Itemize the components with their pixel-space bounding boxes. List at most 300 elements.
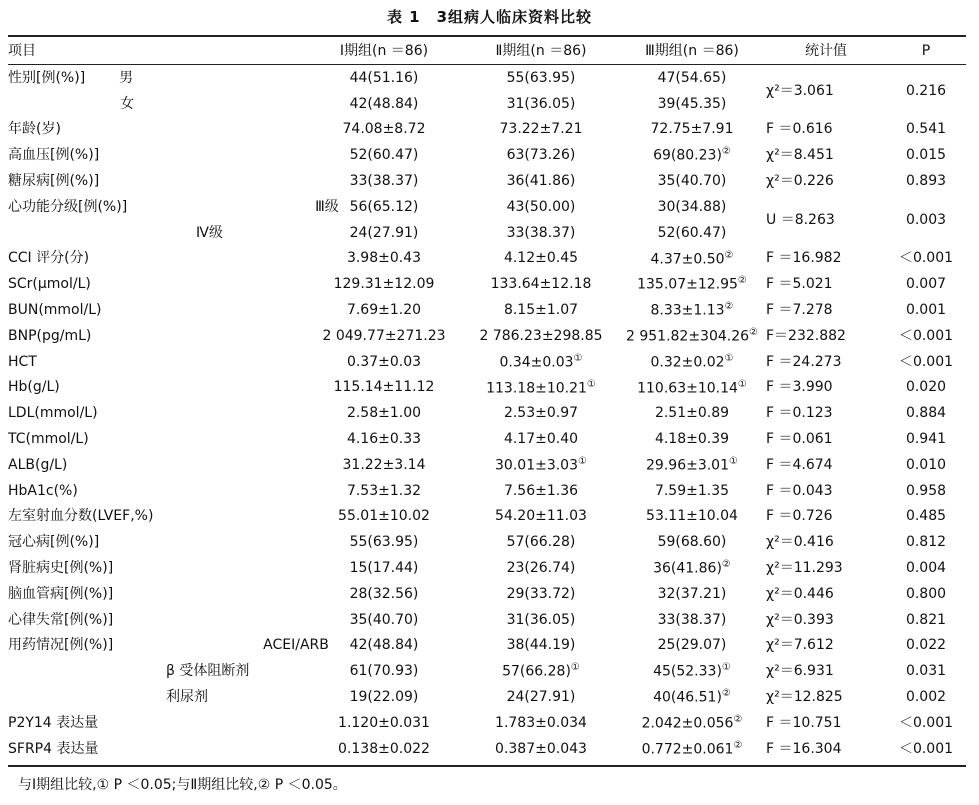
- cell-g3: [618, 349, 766, 375]
- significance-marker: ②: [721, 146, 731, 158]
- significance-marker: ②: [737, 275, 747, 287]
- row-item: [8, 297, 304, 323]
- cell-g1: [304, 426, 464, 452]
- cell-value: 8.15±1.07: [503, 302, 579, 319]
- cell-value: 7.53±1.32: [346, 482, 422, 499]
- cell-value: 55(63.95): [349, 534, 419, 551]
- significance-marker: ②: [733, 739, 743, 751]
- header-p-value: P: [921, 42, 931, 59]
- row-item: [8, 710, 304, 736]
- cell-value: 55(63.95): [506, 69, 576, 86]
- cell-statistic: F ＝24.273: [766, 353, 842, 370]
- item-label: LDL(mmol/L): [8, 405, 98, 422]
- cell-statistic: χ²＝6.931: [766, 663, 834, 680]
- cell-p-value: 0.004: [905, 560, 947, 577]
- cell-g3: [618, 529, 766, 555]
- cell-value: 31(36.05): [506, 95, 576, 112]
- cell-g3: [618, 555, 766, 581]
- cell-g3: [618, 271, 766, 297]
- table-row: [8, 142, 966, 168]
- cell-value: 0.387±0.043: [495, 740, 587, 757]
- cell-value: 133.64±12.18: [490, 276, 592, 293]
- cell-value: 44(51.16): [349, 69, 419, 86]
- cell-p-value: 0.001: [905, 302, 947, 319]
- cell-value: 33(38.37): [506, 224, 576, 241]
- cell-value: 31(36.05): [506, 611, 576, 628]
- cell-value: 32(37.21): [657, 585, 727, 602]
- header-group-2: Ⅱ期组(n ＝86): [495, 42, 587, 59]
- cell-value: 30.01±3.03: [495, 457, 578, 474]
- item-label: CCI 评分(分): [8, 250, 90, 267]
- cell-g2: [464, 607, 618, 633]
- cell-value: 29.96±3.01: [646, 457, 729, 474]
- cell-value: 0.138±0.022: [338, 740, 430, 757]
- cell-value: 36(41.86): [653, 560, 722, 577]
- table-row: [8, 246, 966, 272]
- cell-statistic: F ＝5.021: [766, 276, 833, 293]
- cell-value: 53.11±10.04: [646, 508, 738, 525]
- row-item: [8, 400, 304, 426]
- cell-p-value: 0.007: [905, 276, 947, 293]
- item-sublabel: β 受体阻断剂: [166, 663, 250, 680]
- cell-g1: [304, 504, 464, 530]
- row-item: [8, 658, 304, 684]
- row-item: [8, 478, 304, 504]
- cell-g2: [464, 710, 618, 736]
- cell-statistic: U ＝8.263: [766, 211, 835, 228]
- table-row: [8, 65, 966, 91]
- row-item: [8, 426, 304, 452]
- cell-value: 33(38.37): [349, 173, 419, 190]
- cell-statistic: F ＝0.726: [766, 508, 833, 525]
- table-row: [8, 271, 966, 297]
- cell-statistic: χ²＝12.825: [766, 689, 843, 706]
- cell-g3: [618, 323, 766, 349]
- cell-g1: [304, 607, 464, 633]
- item-label: P2Y14 表达量: [8, 714, 99, 731]
- cell-statistic: F ＝7.278: [766, 302, 833, 319]
- significance-marker: ①: [578, 456, 587, 468]
- row-item: [8, 271, 304, 297]
- item-label: 心功能分级[例(%)]: [8, 198, 128, 215]
- header-statistic: 统计值: [805, 42, 847, 59]
- cell-value: 0.772±0.061: [641, 741, 734, 758]
- significance-marker: ①: [729, 456, 738, 468]
- item-label: BUN(mmol/L): [8, 302, 102, 319]
- table-row: [8, 736, 966, 762]
- cell-value: 7.69±1.20: [346, 302, 422, 319]
- cell-value: 69(80.23): [653, 148, 722, 165]
- cell-value: 33(38.37): [657, 611, 727, 628]
- item-sublabel: Ⅲ级: [315, 198, 339, 215]
- item-label: 高血压[例(%)]: [8, 147, 100, 164]
- cell-g1: [304, 684, 464, 710]
- cell-p-value: 0.893: [905, 173, 947, 190]
- cell-value: 8.33±1.13: [650, 302, 725, 319]
- cell-p-value: 0.800: [905, 585, 947, 602]
- significance-marker: ②: [724, 301, 734, 313]
- cell-g1: [304, 323, 464, 349]
- cell-value: 36(41.86): [506, 173, 576, 190]
- cell-g1: [304, 91, 464, 117]
- cell-g3: [618, 710, 766, 736]
- cell-value: 52(60.47): [349, 147, 419, 164]
- significance-marker: ①: [737, 378, 747, 390]
- cell-statistic: χ²＝0.226: [766, 173, 834, 190]
- cell-g1: [304, 349, 464, 375]
- cell-g3: [618, 65, 766, 91]
- cell-statistic: F ＝0.616: [766, 121, 833, 138]
- bottom-rule: [8, 765, 966, 767]
- cell-value: 25(29.07): [657, 637, 727, 654]
- cell-value: 4.18±0.39: [654, 431, 730, 448]
- cell-g1: [304, 736, 464, 762]
- cell-g2: [464, 246, 618, 272]
- table-row: [8, 658, 966, 684]
- cell-g2: [464, 426, 618, 452]
- cell-g1: [304, 452, 464, 478]
- table-row: [8, 581, 966, 607]
- cell-value: 52(60.47): [657, 224, 727, 241]
- cell-statistic: χ²＝8.451: [766, 147, 834, 164]
- header-group-3: Ⅲ期组(n ＝86): [645, 42, 739, 59]
- row-item: [8, 65, 304, 91]
- item-label: TC(mmol/L): [8, 431, 89, 448]
- cell-g1: [304, 246, 464, 272]
- cell-value: 0.34±0.03: [499, 354, 574, 371]
- cell-value: 61(70.93): [349, 663, 419, 680]
- cell-p-value: 0.022: [905, 637, 947, 654]
- cell-value: 2.53±0.97: [503, 405, 579, 422]
- cell-value: 0.37±0.03: [346, 353, 422, 370]
- cell-value: 73.22±7.21: [499, 121, 583, 138]
- significance-marker: ②: [721, 559, 731, 571]
- cell-g1: [304, 555, 464, 581]
- row-item: [8, 246, 304, 272]
- cell-value: 113.18±10.21: [486, 380, 587, 397]
- row-item: [8, 142, 304, 168]
- item-sublabel: ACEI/ARB: [263, 637, 329, 654]
- cell-g2: [464, 323, 618, 349]
- cell-g2: [464, 91, 618, 117]
- cell-value: 47(54.65): [657, 69, 727, 86]
- significance-marker: ①: [573, 352, 583, 364]
- table-row: [8, 349, 966, 375]
- table-row: [8, 478, 966, 504]
- cell-g3: [618, 297, 766, 323]
- cell-value: 2.042±0.056: [641, 715, 734, 732]
- cell-g3: [618, 400, 766, 426]
- cell-p-value: 0.010: [905, 456, 947, 473]
- cell-statistic: χ²＝0.446: [766, 585, 834, 602]
- cell-p-value: 0.031: [905, 663, 947, 680]
- cell-g2: [464, 271, 618, 297]
- table-row: [8, 710, 966, 736]
- item-label: SFRP4 表达量: [8, 740, 99, 757]
- table-row: [8, 607, 966, 633]
- row-item: [8, 581, 304, 607]
- cell-value: 42(48.84): [349, 637, 419, 654]
- cell-g1: [304, 581, 464, 607]
- cell-g1: [304, 271, 464, 297]
- cell-p-value: ＜0.001: [898, 327, 954, 344]
- cell-p-value: 0.958: [905, 482, 947, 499]
- cell-g1: [304, 142, 464, 168]
- cell-value: 4.17±0.40: [503, 431, 579, 448]
- item-label: 脑血管病[例(%)]: [8, 585, 114, 602]
- cell-statistic: F ＝0.043: [766, 482, 833, 499]
- cell-value: 24(27.91): [506, 689, 576, 706]
- cell-g2: [464, 400, 618, 426]
- cell-g1: [304, 478, 464, 504]
- table-caption: 表 1 3组病人临床资料比较: [386, 8, 593, 26]
- cell-value: 15(17.44): [349, 560, 419, 577]
- significance-marker: ②: [724, 249, 734, 261]
- cell-value: 0.32±0.02: [650, 354, 725, 371]
- row-item: [8, 555, 304, 581]
- cell-g2: [464, 142, 618, 168]
- row-item: [8, 220, 304, 246]
- cell-g1: [304, 65, 464, 91]
- table-row: [8, 426, 966, 452]
- cell-value: 4.12±0.45: [503, 250, 579, 267]
- row-item: [8, 349, 304, 375]
- table-row: [8, 684, 966, 710]
- cell-value: 40(46.51): [653, 689, 722, 706]
- clinical-data-table: [8, 36, 966, 762]
- cell-p-value: 0.541: [905, 121, 947, 138]
- cell-statistic: F ＝4.674: [766, 456, 833, 473]
- cell-g3: [618, 91, 766, 117]
- cell-g3: [618, 117, 766, 143]
- cell-g2: [464, 658, 618, 684]
- cell-g2: [464, 349, 618, 375]
- cell-value: 72.75±7.91: [650, 121, 734, 138]
- row-item: [8, 529, 304, 555]
- table-row: [8, 323, 966, 349]
- cell-value: 135.07±12.95: [637, 277, 738, 294]
- cell-value: 28(32.56): [349, 585, 419, 602]
- cell-g1: [304, 400, 464, 426]
- cell-value: 23(26.74): [506, 560, 576, 577]
- row-item: [8, 504, 304, 530]
- cell-g3: [618, 426, 766, 452]
- row-item: [8, 375, 304, 401]
- table-row: [8, 297, 966, 323]
- cell-p-value: 0.015: [905, 147, 947, 164]
- cell-statistic: F ＝0.123: [766, 405, 833, 422]
- header-group-1: Ⅰ期组(n ＝86): [339, 42, 429, 59]
- row-item: [8, 194, 339, 220]
- row-item: [8, 452, 304, 478]
- cell-value: 7.59±1.35: [654, 482, 730, 499]
- item-sublabel: 女: [120, 95, 134, 112]
- cell-value: 2 951.82±304.26: [625, 328, 750, 345]
- item-label: HCT: [8, 353, 37, 370]
- row-item: [8, 607, 304, 633]
- cell-p-value: 0.812: [905, 534, 947, 551]
- significance-marker: ②: [721, 688, 731, 700]
- item-sublabel: 利尿剂: [166, 689, 208, 706]
- cell-statistic: χ²＝0.393: [766, 611, 834, 628]
- cell-g2: [464, 684, 618, 710]
- cell-value: 7.56±1.36: [503, 482, 579, 499]
- cell-value: 2 786.23±298.85: [479, 327, 603, 344]
- cell-value: 115.14±11.12: [333, 379, 435, 396]
- table-body: [8, 65, 966, 762]
- row-item: [8, 323, 304, 349]
- cell-value: 43(50.00): [506, 198, 576, 215]
- cell-p-value: 0.485: [905, 508, 947, 525]
- cell-g1: [304, 710, 464, 736]
- cell-g2: [464, 194, 618, 220]
- table-row: [8, 504, 966, 530]
- significance-marker: ①: [586, 378, 596, 390]
- cell-value: 42(48.84): [349, 95, 419, 112]
- cell-value: 56(65.12): [349, 198, 419, 215]
- item-label: 年龄(岁): [8, 121, 61, 138]
- cell-g2: [464, 529, 618, 555]
- cell-p-value: 0.003: [905, 211, 947, 228]
- cell-g2: [464, 375, 618, 401]
- cell-g3: [618, 375, 766, 401]
- cell-value: 57(66.28): [502, 664, 571, 681]
- cell-value: 39(45.35): [657, 95, 727, 112]
- cell-p-value: ＜0.001: [898, 740, 954, 757]
- cell-g3: [618, 607, 766, 633]
- cell-g3: [618, 633, 766, 659]
- cell-g2: [464, 555, 618, 581]
- cell-value: 74.08±8.72: [342, 121, 426, 138]
- cell-g3: [618, 452, 766, 478]
- cell-value: 2.58±1.00: [346, 405, 422, 422]
- cell-g2: [464, 297, 618, 323]
- cell-value: 59(68.60): [657, 534, 727, 551]
- cell-value: 2.51±0.89: [654, 405, 730, 422]
- cell-p-value: 0.821: [905, 611, 947, 628]
- cell-value: 110.63±10.14: [637, 380, 738, 397]
- cell-value: 38(44.19): [506, 637, 576, 654]
- cell-g2: [464, 504, 618, 530]
- item-label: HbA1c(%): [8, 482, 78, 499]
- cell-value: 129.31±12.09: [333, 276, 435, 293]
- cell-p-value: 0.216: [905, 82, 947, 99]
- cell-g3: [618, 736, 766, 762]
- cell-value: 57(66.28): [506, 534, 576, 551]
- table-row: [8, 400, 966, 426]
- cell-g1: [304, 117, 464, 143]
- cell-g3: [618, 504, 766, 530]
- item-sublabel: 男: [119, 69, 134, 86]
- item-label: Hb(g/L): [8, 379, 60, 396]
- cell-g2: [464, 168, 618, 194]
- cell-g2: [464, 65, 618, 91]
- item-label: SCr(μmol/L): [8, 276, 91, 293]
- cell-g1: [304, 168, 464, 194]
- item-label: 用药情况[例(%)]: [8, 637, 114, 654]
- table-row: [8, 555, 966, 581]
- cell-value: 31.22±3.14: [342, 456, 426, 473]
- cell-p-value: 0.002: [905, 689, 947, 706]
- cell-p-value: 0.941: [905, 431, 947, 448]
- cell-statistic: F ＝16.304: [766, 740, 842, 757]
- row-item: [8, 168, 304, 194]
- cell-g3: [618, 168, 766, 194]
- cell-g2: [464, 452, 618, 478]
- cell-g1: [304, 529, 464, 555]
- cell-statistic: χ²＝11.293: [766, 560, 843, 577]
- cell-g3: [618, 220, 766, 246]
- cell-statistic: F ＝10.751: [766, 714, 842, 731]
- cell-statistic: F ＝3.990: [766, 379, 833, 396]
- row-item: [8, 91, 304, 117]
- cell-g2: [464, 117, 618, 143]
- table-row: [8, 452, 966, 478]
- cell-statistic: χ²＝7.612: [766, 637, 834, 654]
- cell-value: 35(40.70): [657, 173, 727, 190]
- cell-p-value: 0.020: [905, 379, 947, 396]
- cell-value: 35(40.70): [349, 611, 419, 628]
- cell-p-value: ＜0.001: [898, 353, 954, 370]
- cell-value: 30(34.88): [657, 198, 727, 215]
- cell-g1: [304, 658, 464, 684]
- table-row: [8, 168, 966, 194]
- row-item: [8, 684, 304, 710]
- item-label: 心律失常[例(%)]: [8, 611, 114, 628]
- cell-statistic: F＝232.882: [766, 327, 846, 344]
- cell-value: 19(22.09): [349, 689, 419, 706]
- cell-g2: [464, 478, 618, 504]
- cell-p-value: 0.884: [905, 405, 947, 422]
- table-row: [8, 529, 966, 555]
- cell-value: 4.16±0.33: [346, 431, 422, 448]
- cell-statistic: F ＝0.061: [766, 431, 833, 448]
- item-label: ALB(g/L): [8, 456, 68, 473]
- cell-value: 54.20±11.03: [495, 508, 587, 525]
- cell-g3: [618, 142, 766, 168]
- cell-value: 45(52.33): [653, 664, 722, 681]
- row-item: [8, 736, 304, 762]
- significance-marker: ①: [721, 662, 731, 674]
- cell-value: 4.37±0.50: [650, 251, 725, 268]
- cell-g3: [618, 194, 766, 220]
- table-row: [8, 117, 966, 143]
- cell-value: 3.98±0.43: [346, 250, 422, 267]
- cell-g3: [618, 246, 766, 272]
- table-footnote: 与Ⅰ期组比较,① P ＜0.05;与Ⅱ期组比较,② P ＜0.05。: [18, 777, 347, 793]
- cell-value: 2 049.77±271.23: [322, 327, 446, 344]
- cell-g3: [618, 658, 766, 684]
- cell-g2: [464, 220, 618, 246]
- header-item: 项目: [8, 42, 36, 59]
- item-label: 肾脏病史[例(%)]: [8, 560, 114, 577]
- significance-marker: ①: [724, 352, 734, 364]
- item-label: 性别[例(%)]: [8, 69, 86, 86]
- table-row: [8, 375, 966, 401]
- cell-g1: [304, 220, 464, 246]
- item-label: 糖尿病[例(%)]: [8, 173, 100, 190]
- cell-value: 29(33.72): [506, 585, 576, 602]
- item-sublabel: Ⅳ级: [196, 224, 223, 241]
- cell-g1: [304, 375, 464, 401]
- row-item: [8, 117, 304, 143]
- cell-g1: [304, 297, 464, 323]
- cell-value: 1.120±0.031: [338, 714, 430, 731]
- cell-statistic: χ²＝3.061: [766, 82, 834, 99]
- item-label: 左室射血分数(LVEF,%): [8, 508, 154, 525]
- significance-marker: ②: [749, 327, 759, 339]
- cell-value: 55.01±10.02: [338, 508, 430, 525]
